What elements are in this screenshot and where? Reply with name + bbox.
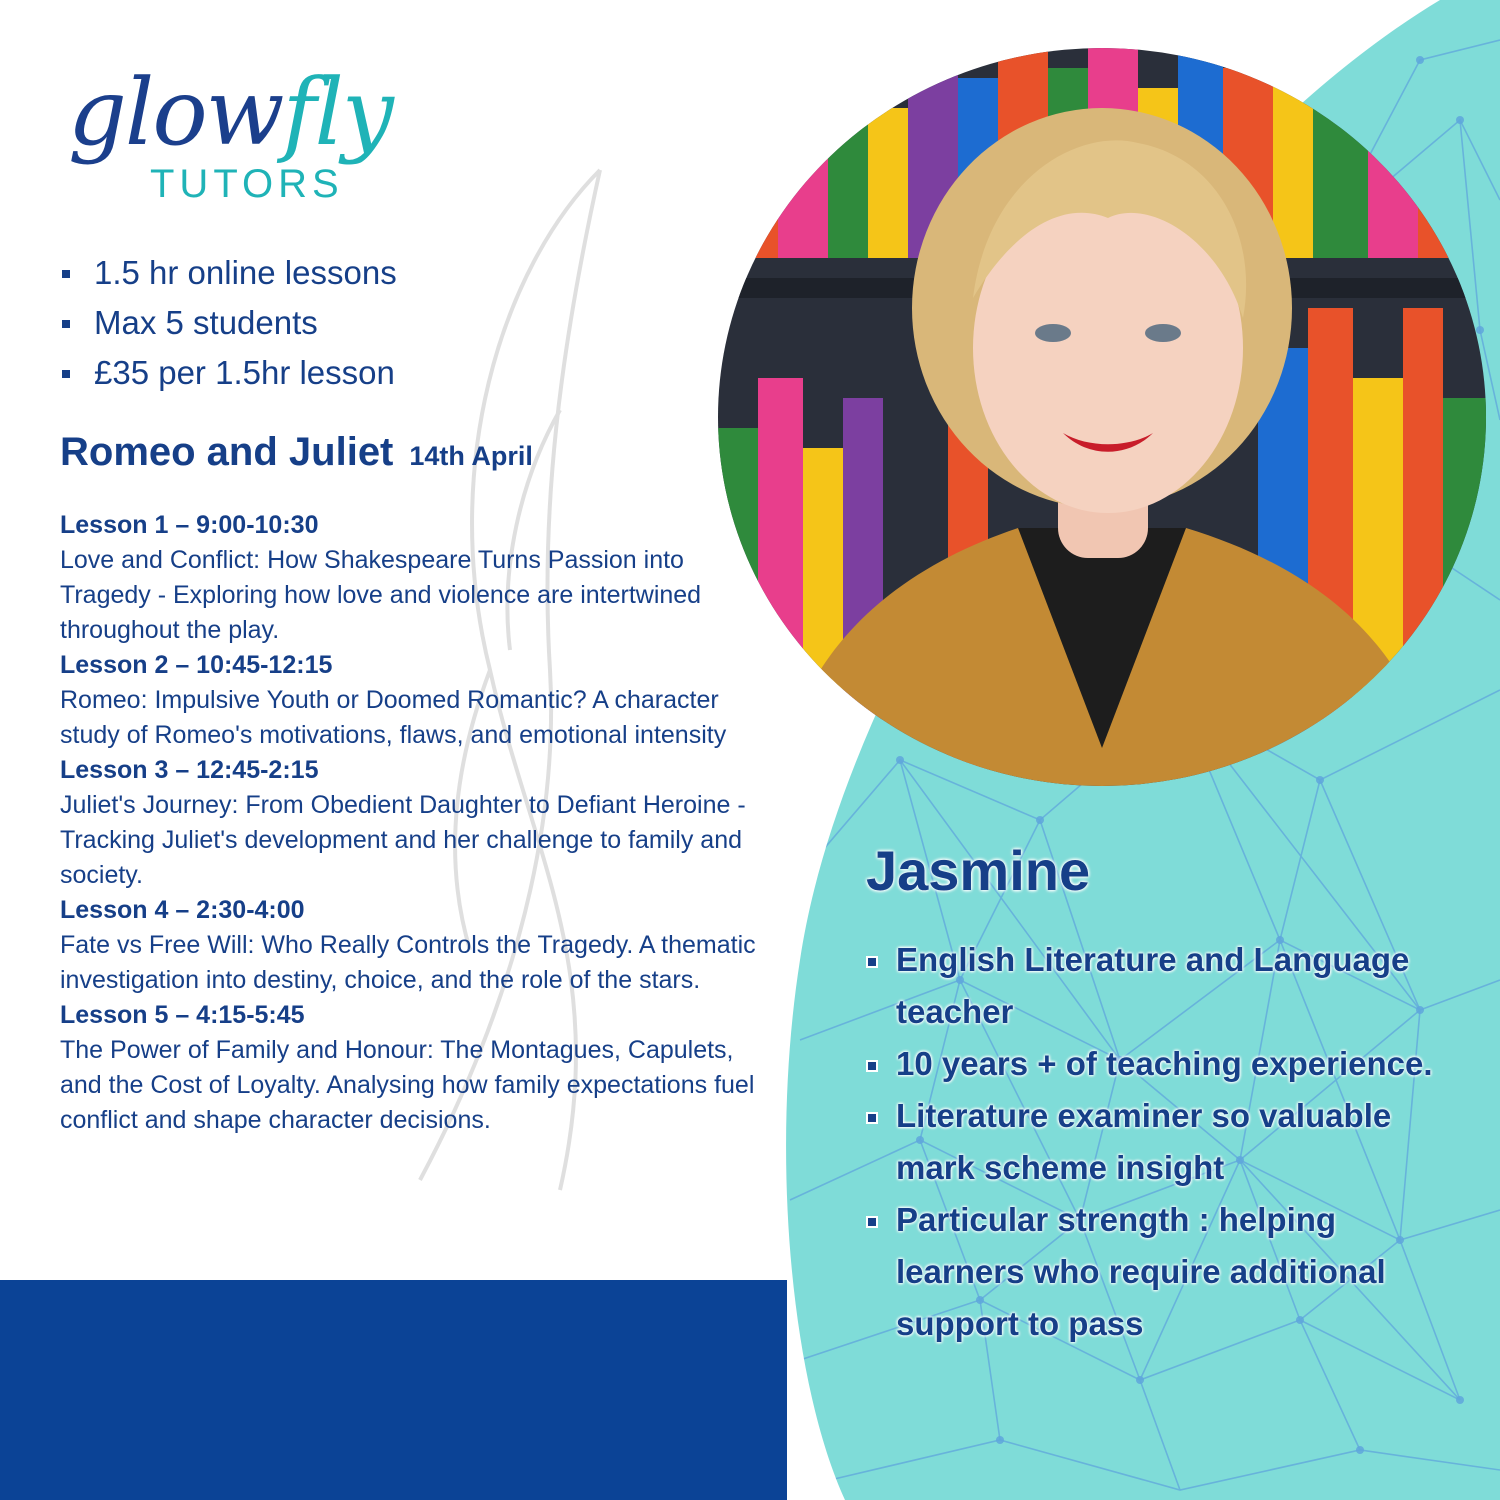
feature-item xyxy=(60,248,397,298)
course-title: Romeo and Juliet xyxy=(60,430,394,474)
bio-item xyxy=(866,1090,1466,1194)
bio-text: Particular strength : helping learners who require additional support to pass xyxy=(896,1201,1386,1342)
lesson-description: Fate vs Free Will: Who Really Controls the Tragedy. A thematic investigation into destiny, choice, and the role of the stars. xyxy=(60,931,756,994)
lesson-item xyxy=(60,648,780,753)
bullet-square-icon xyxy=(62,270,70,278)
logo-glow-text: glow xyxy=(68,59,283,166)
tutor-bio-list xyxy=(866,934,1466,1350)
bullet-square-icon xyxy=(868,1062,876,1070)
bio-item xyxy=(866,934,1466,1038)
bio-text: English Literature and Language teacher xyxy=(896,941,1410,1030)
lesson-description: Romeo: Impulsive Youth or Doomed Romantic? A character study of Romeo's motivations, flaws, and emotional intensity xyxy=(60,686,727,749)
bio-item xyxy=(866,1038,1466,1090)
course-date: 14th April xyxy=(409,441,533,471)
logo-tutors-text: TUTORS xyxy=(150,162,344,206)
lesson-item xyxy=(60,893,780,998)
tutor-name: Jasmine xyxy=(866,839,1091,902)
feature-item xyxy=(60,348,397,398)
bio-item xyxy=(866,1194,1466,1350)
logo-wordmark xyxy=(68,58,392,168)
bio-text: 10 years + of teaching experience. xyxy=(896,1045,1433,1082)
lesson-item xyxy=(60,508,780,648)
logo-fly-text: fly xyxy=(282,59,392,166)
feature-text: 1.5 hr online lessons xyxy=(94,254,397,291)
bullet-square-icon xyxy=(868,958,876,966)
lesson-heading: Lesson 5 – 4:15-5:45 xyxy=(60,1001,305,1029)
tutor-photo xyxy=(718,48,1486,786)
lesson-description: Juliet's Journey: From Obedient Daughter to Defiant Heroine - Tracking Juliet's development and her challenge to family and society. xyxy=(60,791,746,889)
glowfly-tutors-logo xyxy=(60,58,560,208)
bullet-square-icon xyxy=(62,320,70,328)
feature-text: Max 5 students xyxy=(94,304,318,341)
lesson-item xyxy=(60,998,780,1138)
lesson-heading: Lesson 3 – 12:45-2:15 xyxy=(60,756,319,784)
lesson-heading: Lesson 4 – 2:30-4:00 xyxy=(60,896,305,924)
lesson-item xyxy=(60,753,780,893)
bio-text: Literature examiner so valuable mark scheme insight xyxy=(896,1097,1392,1186)
course-features-list xyxy=(60,248,397,398)
lesson-schedule xyxy=(60,508,780,1138)
lesson-heading: Lesson 2 – 10:45-12:15 xyxy=(60,651,333,679)
bullet-square-icon xyxy=(868,1114,876,1122)
lesson-description: The Power of Family and Honour: The Montagues, Capulets, and the Cost of Loyalty. Analysing how family expectations fuel conflict and shape character decisions. xyxy=(60,1036,755,1134)
booking-banner xyxy=(0,1280,787,1500)
bullet-square-icon xyxy=(868,1218,876,1226)
lesson-description: Love and Conflict: How Shakespeare Turns Passion into Tragedy - Exploring how love and violence are intertwined throughout the play. xyxy=(60,546,702,644)
feature-item xyxy=(60,298,397,348)
lesson-heading: Lesson 1 – 9:00-10:30 xyxy=(60,511,319,539)
course-heading xyxy=(60,430,533,475)
bullet-square-icon xyxy=(62,370,70,378)
feature-text: £35 per 1.5hr lesson xyxy=(94,354,395,391)
